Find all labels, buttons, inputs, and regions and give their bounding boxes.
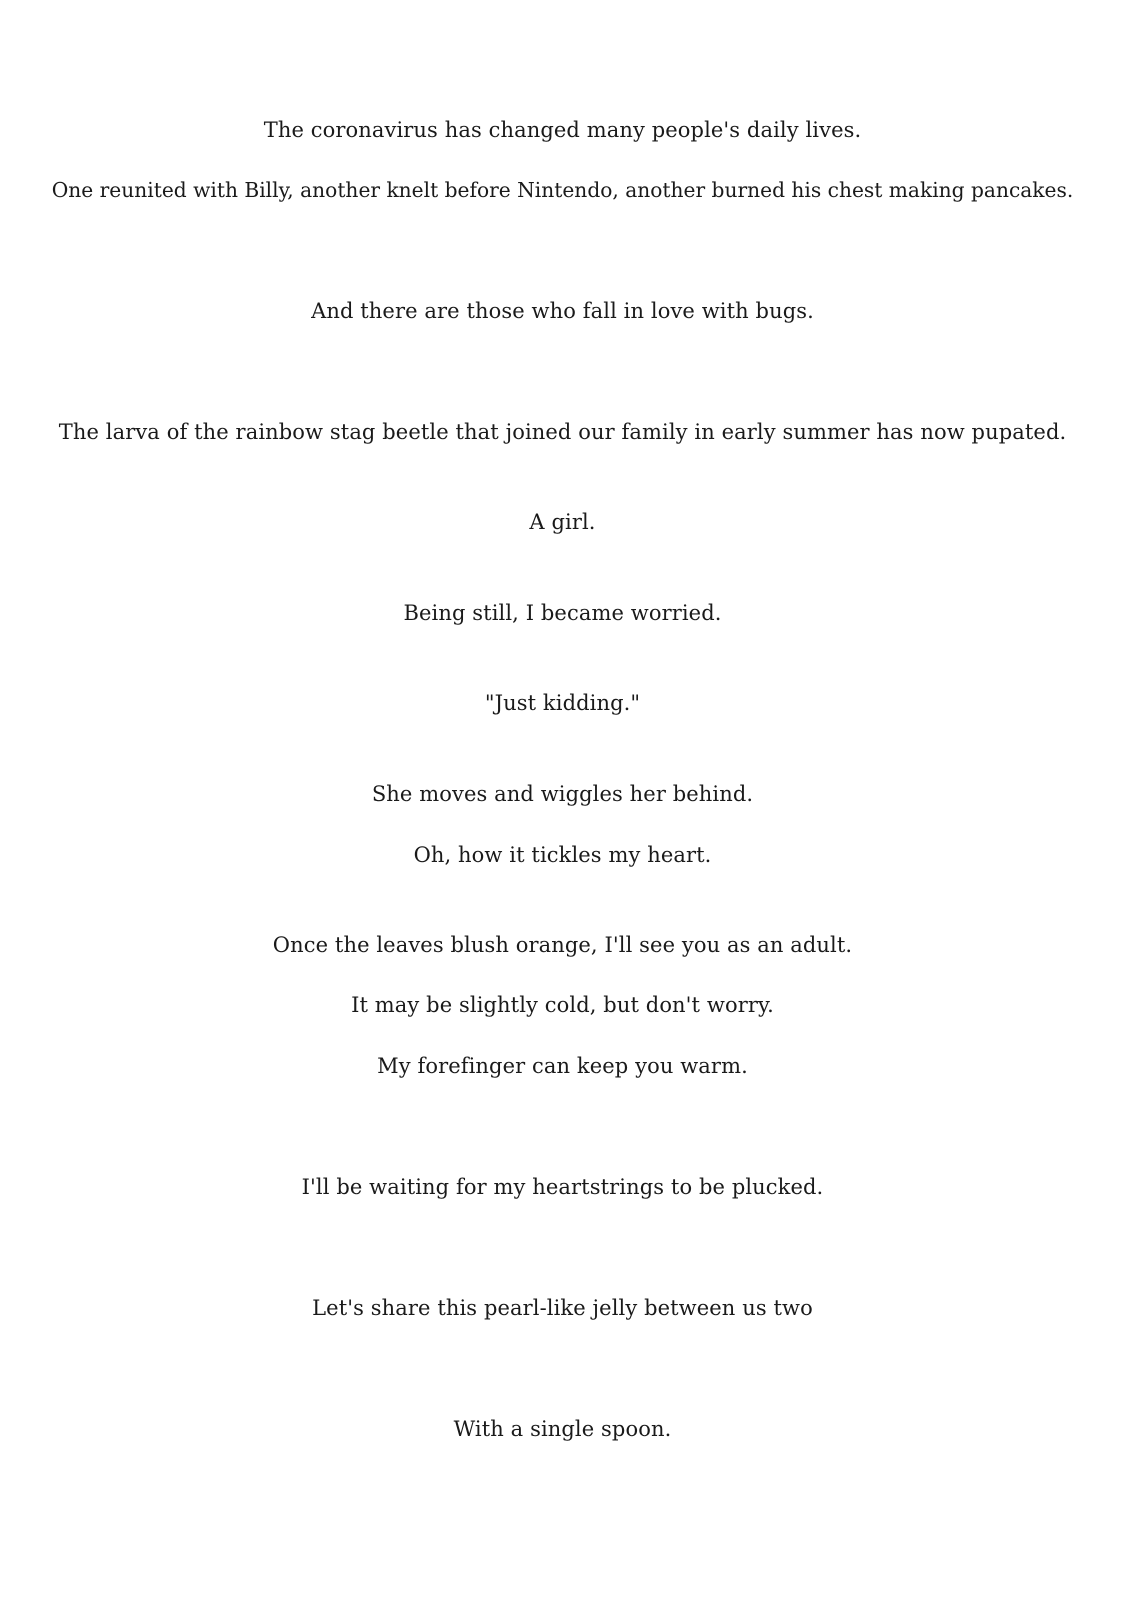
poem-line: It may be slightly cold, but don't worry. <box>351 993 774 1017</box>
poem-line: Let's share this pearl-like jelly between us two <box>312 1296 813 1320</box>
poem-line: And there are those who fall in love with bugs. <box>311 299 814 323</box>
poem-line: Oh, how it tickles my heart. <box>413 843 712 867</box>
poem-line: The larva of the rainbow stag beetle that joined our family in early summer has now pupated. <box>58 420 1067 444</box>
poem-line: One reunited with Billy, another knelt before Nintendo, another burned his chest making pancakes. <box>51 178 1074 202</box>
poem-line: Once the leaves blush orange, I'll see you as an adult. <box>272 933 853 957</box>
poem-line: Being still, I became worried. <box>403 601 722 625</box>
poem-line: I'll be waiting for my heartstrings to be plucked. <box>301 1175 824 1199</box>
poem-line: The coronavirus has changed many people's daily lives. <box>263 118 862 142</box>
poem-line: With a single spoon. <box>453 1417 672 1441</box>
poem-line: My forefinger can keep you warm. <box>377 1054 748 1078</box>
poem-line: She moves and wiggles her behind. <box>371 782 754 806</box>
poem-line: A girl. <box>529 510 596 534</box>
poem-line: "Just kidding." <box>484 691 641 715</box>
